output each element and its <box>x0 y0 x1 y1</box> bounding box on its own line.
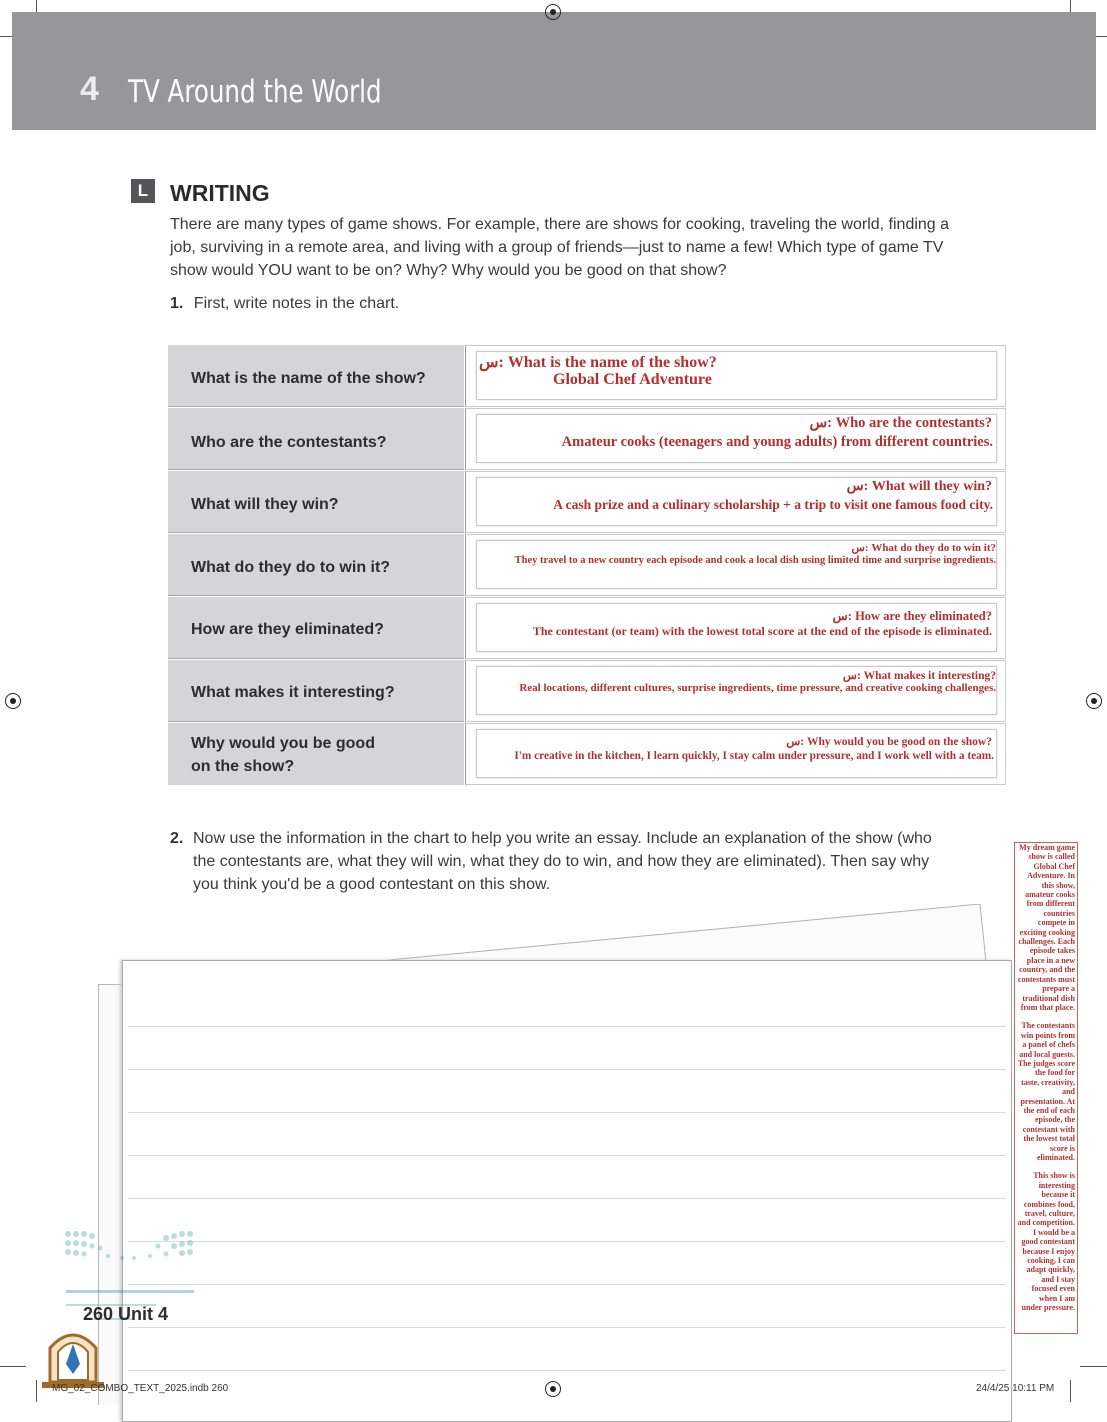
chart-row <box>168 471 1006 533</box>
chart-question-line: on the show? <box>191 758 295 775</box>
crop-mark <box>0 1366 26 1367</box>
answer-text: They travel to a new country each episode and cook a local dish using limited time and surprise ingredients. <box>514 555 996 566</box>
chart-question: Who are the contestants? <box>191 434 387 451</box>
chart-answer-cell <box>465 723 1006 785</box>
ruled-line <box>128 1112 1006 1113</box>
step-number: 1. <box>170 295 184 312</box>
unit-number: 4 <box>80 70 99 108</box>
chart-question: How are they eliminated? <box>191 621 384 638</box>
step-text: Now use the information in the chart to help you write an essay. Include an explanation of the show (who the contestants are, what they will win, what they do to win, and how they are eliminated). Then say why you think you'd be a good contestant on this show. <box>193 830 932 893</box>
registration-mark-icon <box>1086 693 1102 709</box>
footer-date-time: 24/4/25 10:11 PM <box>976 1383 1055 1394</box>
registration-mark-icon <box>5 693 21 709</box>
answer-box[interactable] <box>476 666 997 715</box>
chart-answer-cell <box>465 597 1006 659</box>
chart-row <box>168 345 1006 407</box>
answer-question: س: What will they win? <box>846 479 992 494</box>
section-title: WRITING <box>170 180 270 206</box>
crop-mark <box>1070 1380 1071 1402</box>
crop-mark <box>1080 1366 1107 1367</box>
answer-question: س: What is the name of the show? <box>479 354 717 371</box>
chart-question-cell <box>168 660 464 722</box>
answer-question: س: How are they eliminated? <box>832 609 992 623</box>
answer-text: Global Chef Adventure <box>553 371 712 388</box>
chart-question-cell <box>168 408 464 470</box>
chart-row <box>168 660 1006 722</box>
chart-question: What will they win? <box>191 496 339 513</box>
answer-box[interactable] <box>476 729 997 778</box>
answer-box[interactable] <box>476 351 997 400</box>
step-number: 2. <box>170 830 184 847</box>
answer-box[interactable] <box>476 414 997 463</box>
answer-text: Real locations, different cultures, surprise ingredients, time pressure, and creative cooking challenges. <box>519 682 996 694</box>
chart-answer-cell <box>465 660 1006 722</box>
footer-file-name: MG_02_COMBO_TEXT_2025.indb 260 <box>52 1383 229 1394</box>
essay-writing-area[interactable] <box>122 960 1012 1422</box>
paper-sheet-back <box>368 904 988 964</box>
page-number-unit: 260 Unit 4 <box>83 1304 169 1324</box>
answer-question: س: Who are the contestants? <box>809 415 992 431</box>
answer-text: Amateur cooks (teenagers and young adults) from different countries. <box>561 434 993 450</box>
essay-answer-strip <box>1014 842 1078 1334</box>
ruled-line <box>128 1069 1006 1070</box>
chart-answer-cell <box>465 471 1006 533</box>
chart-question: What do they do to win it? <box>191 559 391 576</box>
section-letter-badge: L <box>131 179 155 203</box>
registration-mark-icon <box>545 4 561 20</box>
ruled-line <box>128 1198 1006 1199</box>
chart-row <box>168 597 1006 659</box>
intro-paragraph: There are many types of game shows. For example, there are shows for cooking, traveling the world, finding a job, surviving in a remote area, and living with a group of friends—just to name a few! Which type of game TV show would YOU want to be on? Why? Why would you be good on that show? <box>170 216 950 279</box>
emblem-logo-icon <box>36 1324 110 1390</box>
ruled-line <box>128 1026 1006 1027</box>
registration-mark-icon <box>545 1381 561 1397</box>
chart-answer-cell <box>465 345 1006 407</box>
ruled-line <box>128 1284 1006 1285</box>
chart-question-cell <box>168 471 464 533</box>
ruled-line <box>128 1327 1006 1328</box>
chart-question-cell <box>168 597 464 659</box>
essay-paragraph: This show is interesting because it combines food, travel, culture, and competition. I would be a good contestant because I enjoy cooking, I can adapt quickly, and I stay focused even when I am under pressure. <box>1017 1171 1075 1313</box>
chart-question-cell <box>168 345 464 407</box>
answer-box[interactable] <box>476 603 997 652</box>
chart-answer-cell <box>465 534 1006 596</box>
chart-question: What makes it interesting? <box>191 684 395 701</box>
step-1-instruction <box>170 295 399 313</box>
ruled-line <box>128 1370 1006 1371</box>
step-text: First, write notes in the chart. <box>193 295 400 312</box>
answer-text: The contestant (or team) with the lowest total score at the end of the episode is eliminated. <box>532 624 992 638</box>
chart-row <box>168 723 1006 785</box>
answer-box[interactable] <box>476 540 997 589</box>
chart-row <box>168 408 1006 470</box>
unit-title: TV Around the World <box>128 74 382 110</box>
ruled-line <box>128 1155 1006 1156</box>
chart-question: What is the name of the show? <box>191 370 426 387</box>
essay-paragraph: The contestants win points from a panel of chefs and local guests. The judges score the food for taste, creativity, and presentation. At the end of each episode, the contestant with the lowest total score is eliminated. <box>1017 1021 1075 1162</box>
essay-paragraph: My dream game show is called Global Chef Adventure. In this show, amateur cooks from different countries compete in exciting cooking challenges. Each episode takes place in a new country, and the contestants must prepare a traditional dish from that place. <box>1017 843 1075 1012</box>
answer-question: س: What do they do to win it? <box>851 542 996 554</box>
answer-box[interactable] <box>476 477 997 526</box>
chart-row <box>168 534 1006 596</box>
chart-question-line: Why would you be good <box>191 735 375 752</box>
step-2-instruction <box>170 827 950 893</box>
answer-text: A cash prize and a culinary scholarship + a trip to visit one famous food city. <box>553 497 993 512</box>
answer-text: I'm creative in the kitchen, I learn quickly, I stay calm under pressure, and I work well with a team. <box>514 750 994 762</box>
ruled-line <box>128 1241 1006 1242</box>
answer-question: س: What makes it interesting? <box>842 670 996 682</box>
chart-question-cell <box>168 534 464 596</box>
unit-header-bar <box>12 12 1096 130</box>
chart-question <box>191 732 375 778</box>
chart-answer-cell <box>465 408 1006 470</box>
answer-question: س: Why would you be good on the show? <box>786 736 992 748</box>
chart-question-cell <box>168 723 464 785</box>
